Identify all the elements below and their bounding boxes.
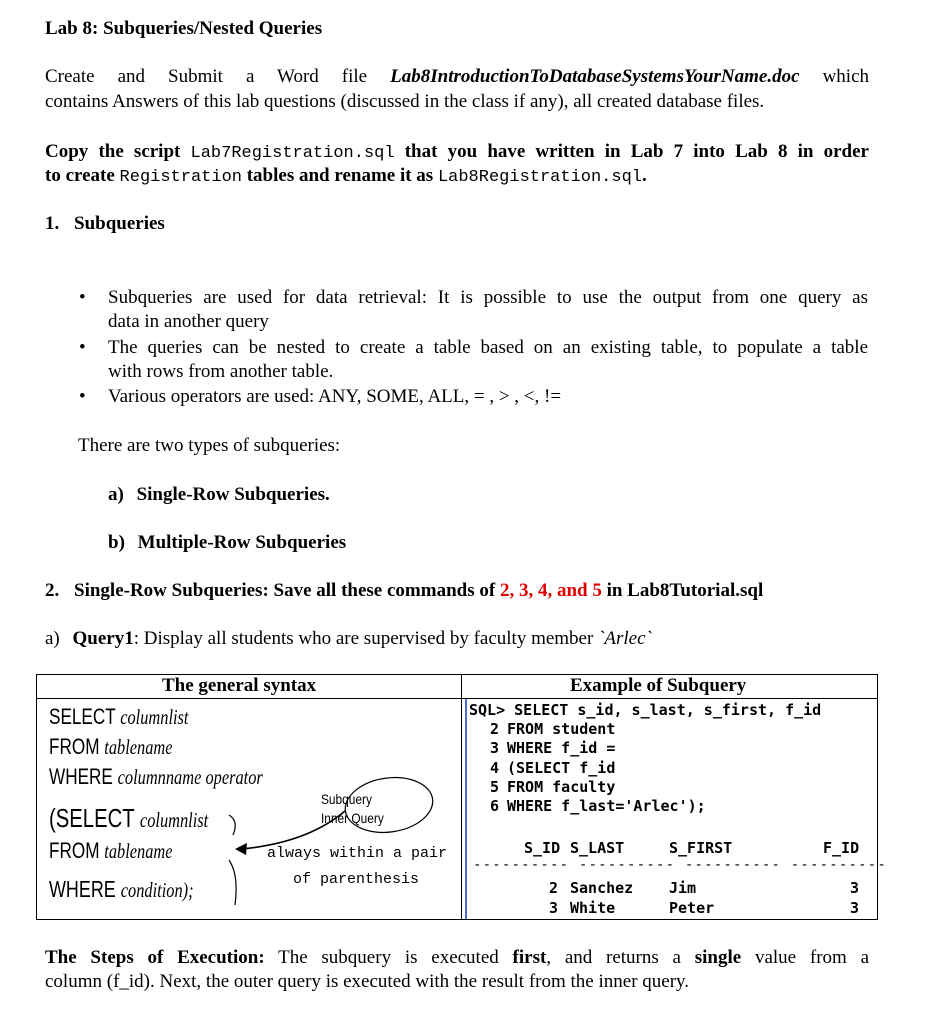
left-header: The general syntax (162, 675, 317, 696)
section2-heading (45, 580, 763, 602)
copy-text-2: that you have written in Lab 7 into Lab 8 in order (404, 141, 869, 162)
steps-line1: The Steps of Execution: The subquery is executed first, and returns a single value from a (45, 947, 870, 968)
pair-line-2: of parenthesis (293, 871, 420, 888)
result-row-2-sid: 3 (549, 899, 559, 917)
bullet-2-line1: The queries can be nested to create a table based on an existing table, to populate a table (108, 337, 868, 358)
bubble-line-1: Subquery (321, 791, 372, 807)
type-a (108, 484, 330, 506)
intro-filename: Lab8IntroductionToDatabaseSystemsYourName.doc (390, 66, 800, 87)
sql-line-2: 2 FROM student (489, 720, 616, 738)
copy-text-5: . (642, 165, 647, 186)
syntax-line-2: FROM tablename (49, 734, 173, 759)
syntax-line-6: WHERE condition); (49, 876, 194, 902)
bullet-2-line2: with rows from another table. (108, 361, 334, 382)
bullet-icon: • (79, 386, 86, 407)
type-a-text: Single-Row Subqueries. (136, 484, 330, 505)
copy-line1 (45, 141, 869, 163)
syntax-line-3: WHERE columnname operator (49, 764, 263, 789)
bullet-1-line2: data in another query (108, 311, 269, 332)
sql-line-1: SQL> SELECT s_id, s_last, s_first, f_id (469, 701, 822, 719)
result-header-sfirst: S_FIRST (669, 839, 733, 857)
type-b (108, 532, 346, 554)
result-row-2-slast: White (570, 899, 616, 917)
section1-number: 1. (45, 213, 60, 234)
intro-suffix: which (822, 66, 870, 87)
copy-code-2: Registration (119, 168, 242, 187)
section2-number: 2. (45, 580, 60, 601)
bullet-3-line1: Various operators are used: ANY, SOME, ALL, = , > , <, != (108, 386, 562, 407)
copy-text-3: to create (45, 165, 115, 186)
copy-text-1: Copy the script (45, 141, 181, 162)
sql-line-3: 3 WHERE f_id = (489, 739, 616, 757)
type-b-label: b) (108, 532, 125, 553)
result-row-1-fid: 3 (850, 879, 860, 897)
copy-line2 (45, 165, 647, 187)
result-row-1-sid: 2 (549, 879, 559, 897)
section1-heading (45, 213, 165, 235)
copy-code-3: Lab8Registration.sql (437, 168, 642, 187)
sql-line-4: 4 (SELECT f_id (489, 759, 616, 777)
section2-red-numbers: 2, 3, 4, and 5 (499, 580, 602, 601)
steps-label: The Steps of Execution: (45, 947, 265, 968)
right-header: Example of Subquery (570, 675, 747, 696)
type-a-label: a) (108, 484, 124, 505)
arrow-head (235, 843, 247, 855)
result-row-1-sfirst: Jim (669, 879, 697, 897)
bubble-line-2: Inner Query (321, 810, 384, 826)
copy-code-1: Lab7Registration.sql (190, 144, 395, 163)
steps-line2: column (f_id). Next, the outer query is executed with the result from the inner query. (45, 971, 690, 992)
result-row-2-sfirst: Peter (669, 899, 715, 917)
bracket-bottom (229, 860, 236, 905)
result-separator: ---------- ---------- ---------- ---------- (473, 857, 888, 873)
result-row-2-fid: 3 (850, 899, 860, 917)
table-header-rule (37, 698, 877, 699)
table-divider (461, 675, 462, 919)
syntax-line-5: FROM tablename (49, 838, 173, 863)
section2-suffix: in Lab8Tutorial.sql (606, 580, 764, 601)
type-b-text: Multiple-Row Subqueries (137, 532, 347, 553)
sql-line-5: 5 FROM faculty (489, 778, 616, 796)
query1-label: a) (45, 628, 60, 649)
result-row-1-slast: Sanchez (570, 879, 634, 897)
copy-text-4: tables and rename it as (246, 165, 434, 186)
bullet-icon: • (79, 337, 86, 358)
page-title: Lab 8: Subqueries/Nested Queries (45, 18, 323, 39)
bullet-icon: • (79, 287, 86, 308)
intro-line2: contains Answers of this lab questions (discussed in the class if any), all created database files. (45, 91, 765, 112)
query1-value: `Arlec` (598, 628, 652, 649)
syntax-example-table (36, 674, 888, 920)
intro-prefix: Create and Submit a Word file (45, 66, 368, 87)
query1-text: : Display all students who are supervised by faculty member (133, 628, 594, 649)
result-header-sid: S_ID (524, 839, 561, 857)
query1-name: Query1 (72, 628, 134, 649)
syntax-line-1: SELECT columnlist (49, 704, 189, 729)
bullet-1-line1: Subqueries are used for data retrieval: It is possible to use the output from one query as (108, 287, 868, 308)
result-header-fid: F_ID (823, 839, 860, 857)
section1-title: Subqueries (74, 213, 165, 234)
pair-line-1: always within a pair (267, 845, 448, 862)
result-header-slast: S_LAST (570, 839, 625, 857)
sql-line-6: 6 WHERE f_last='Arlec'); (489, 797, 706, 815)
intro-line1 (45, 66, 869, 88)
query1-line (45, 628, 652, 650)
bracket-top (229, 815, 235, 835)
section2-prefix: Single-Row Subqueries: Save all these commands of (74, 580, 496, 601)
result-left-border (465, 699, 467, 919)
syntax-line-4: (SELECT columnlist (49, 803, 209, 833)
types-intro: There are two types of subqueries: (78, 435, 341, 456)
